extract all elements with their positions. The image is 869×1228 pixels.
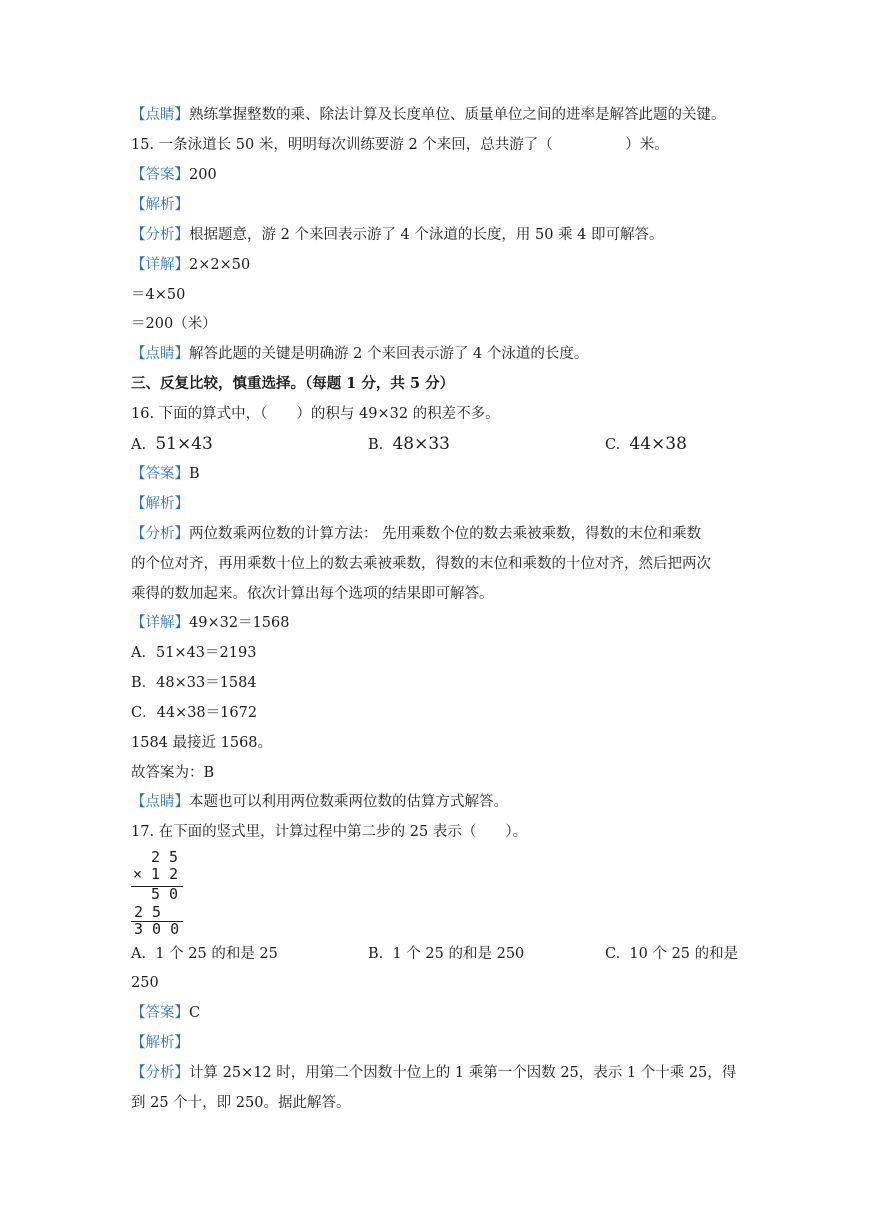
vertical-multiplication (131, 848, 191, 948)
text-line: 【详解】49×32＝1568 (131, 615, 290, 631)
calc-row-partial-1: 5 0 (151, 885, 179, 903)
calc-row-partial-2: 2 5 (134, 903, 162, 921)
text-line: 【点睛】本题也可以利用两位数乘两位数的估算方式解答。 (131, 794, 508, 810)
answer-line: 【答案】C (131, 1005, 201, 1021)
question-15: 15. 一条泳道长 50 米，明明每次训练要游 2 个来回，总共游了（ ）米。 (131, 137, 669, 153)
answer-line: 【答案】200 (131, 167, 217, 183)
option-b: B. 48×33 (368, 434, 450, 454)
text-line: 的个位对齐，再用乘数十位上的数去乘被乘数，得数的末位和乘数的十位对齐，然后把两次 (131, 556, 711, 572)
analysis-heading: 【解析】 (131, 1035, 189, 1051)
text-line: 【分析】两位数乘两位数的计算方法： 先用乘数个位的数去乘被乘数，得数的末位和乘数 (131, 526, 702, 542)
text-line: 到 25 个十，即 250。据此解答。 (131, 1095, 351, 1111)
section-heading: 三、反复比较，慎重选择。（每题 1 分，共 5 分） (131, 375, 455, 392)
calc-row-product: 3 0 0 (134, 920, 180, 938)
option-a: A. 51×43 (131, 434, 213, 454)
text-line: 乘得的数加起来。依次计算出每个选项的结果即可解答。 (131, 586, 494, 602)
analysis-heading: 【解析】 (131, 197, 189, 213)
text-line: 【点睛】熟练掌握整数的乘、除法计算及长度单位、质量单位之间的进率是解答此题的关键。 (131, 107, 726, 123)
calc-row-multiplier: × 1 2 (133, 865, 179, 883)
text-line: 【点睛】解答此题的关键是明确游 2 个来回表示游了 4 个泳道的长度。 (131, 346, 589, 362)
text-line: C．44×38＝1672 (131, 705, 258, 721)
option-b: B. 1 个 25 的和是 250 (368, 946, 525, 962)
text-line: 【分析】根据题意，游 2 个来回表示游了 4 个泳道的长度，用 50 乘 4 即可解答。 (131, 227, 664, 243)
analysis-heading: 【解析】 (131, 496, 189, 512)
text-line: 故答案为：B (131, 765, 215, 781)
text-line: ＝4×50 (131, 287, 186, 303)
text-line: A．51×43＝2193 (131, 645, 257, 661)
question-17: 17. 在下面的竖式里，计算过程中第二步的 25 表示（ ）。 (131, 824, 528, 840)
answer-line: 【答案】B (131, 466, 200, 482)
calc-row-multiplicand: 2 5 (151, 848, 179, 866)
text-line: ＝200（米） (131, 316, 217, 332)
text-line: 1584 最接近 1568。 (131, 735, 273, 751)
text-line: 【分析】计算 25×12 时，用第二个因数十位上的 1 乘第一个因数 25，表示 1 个十乘 25，得 (131, 1065, 737, 1081)
text-line: 250 (131, 975, 159, 991)
text-line: B．48×33＝1584 (131, 675, 257, 691)
text-line: 【详解】2×2×50 (131, 257, 251, 273)
option-c: C. 44×38 (605, 434, 687, 454)
option-a: A. 1 个 25 的和是 25 (131, 946, 278, 962)
option-c: C. 10 个 25 的和是 (605, 946, 739, 962)
question-16: 16. 下面的算式中，（ ）的积与 49×32 的积差不多。 (131, 406, 500, 422)
